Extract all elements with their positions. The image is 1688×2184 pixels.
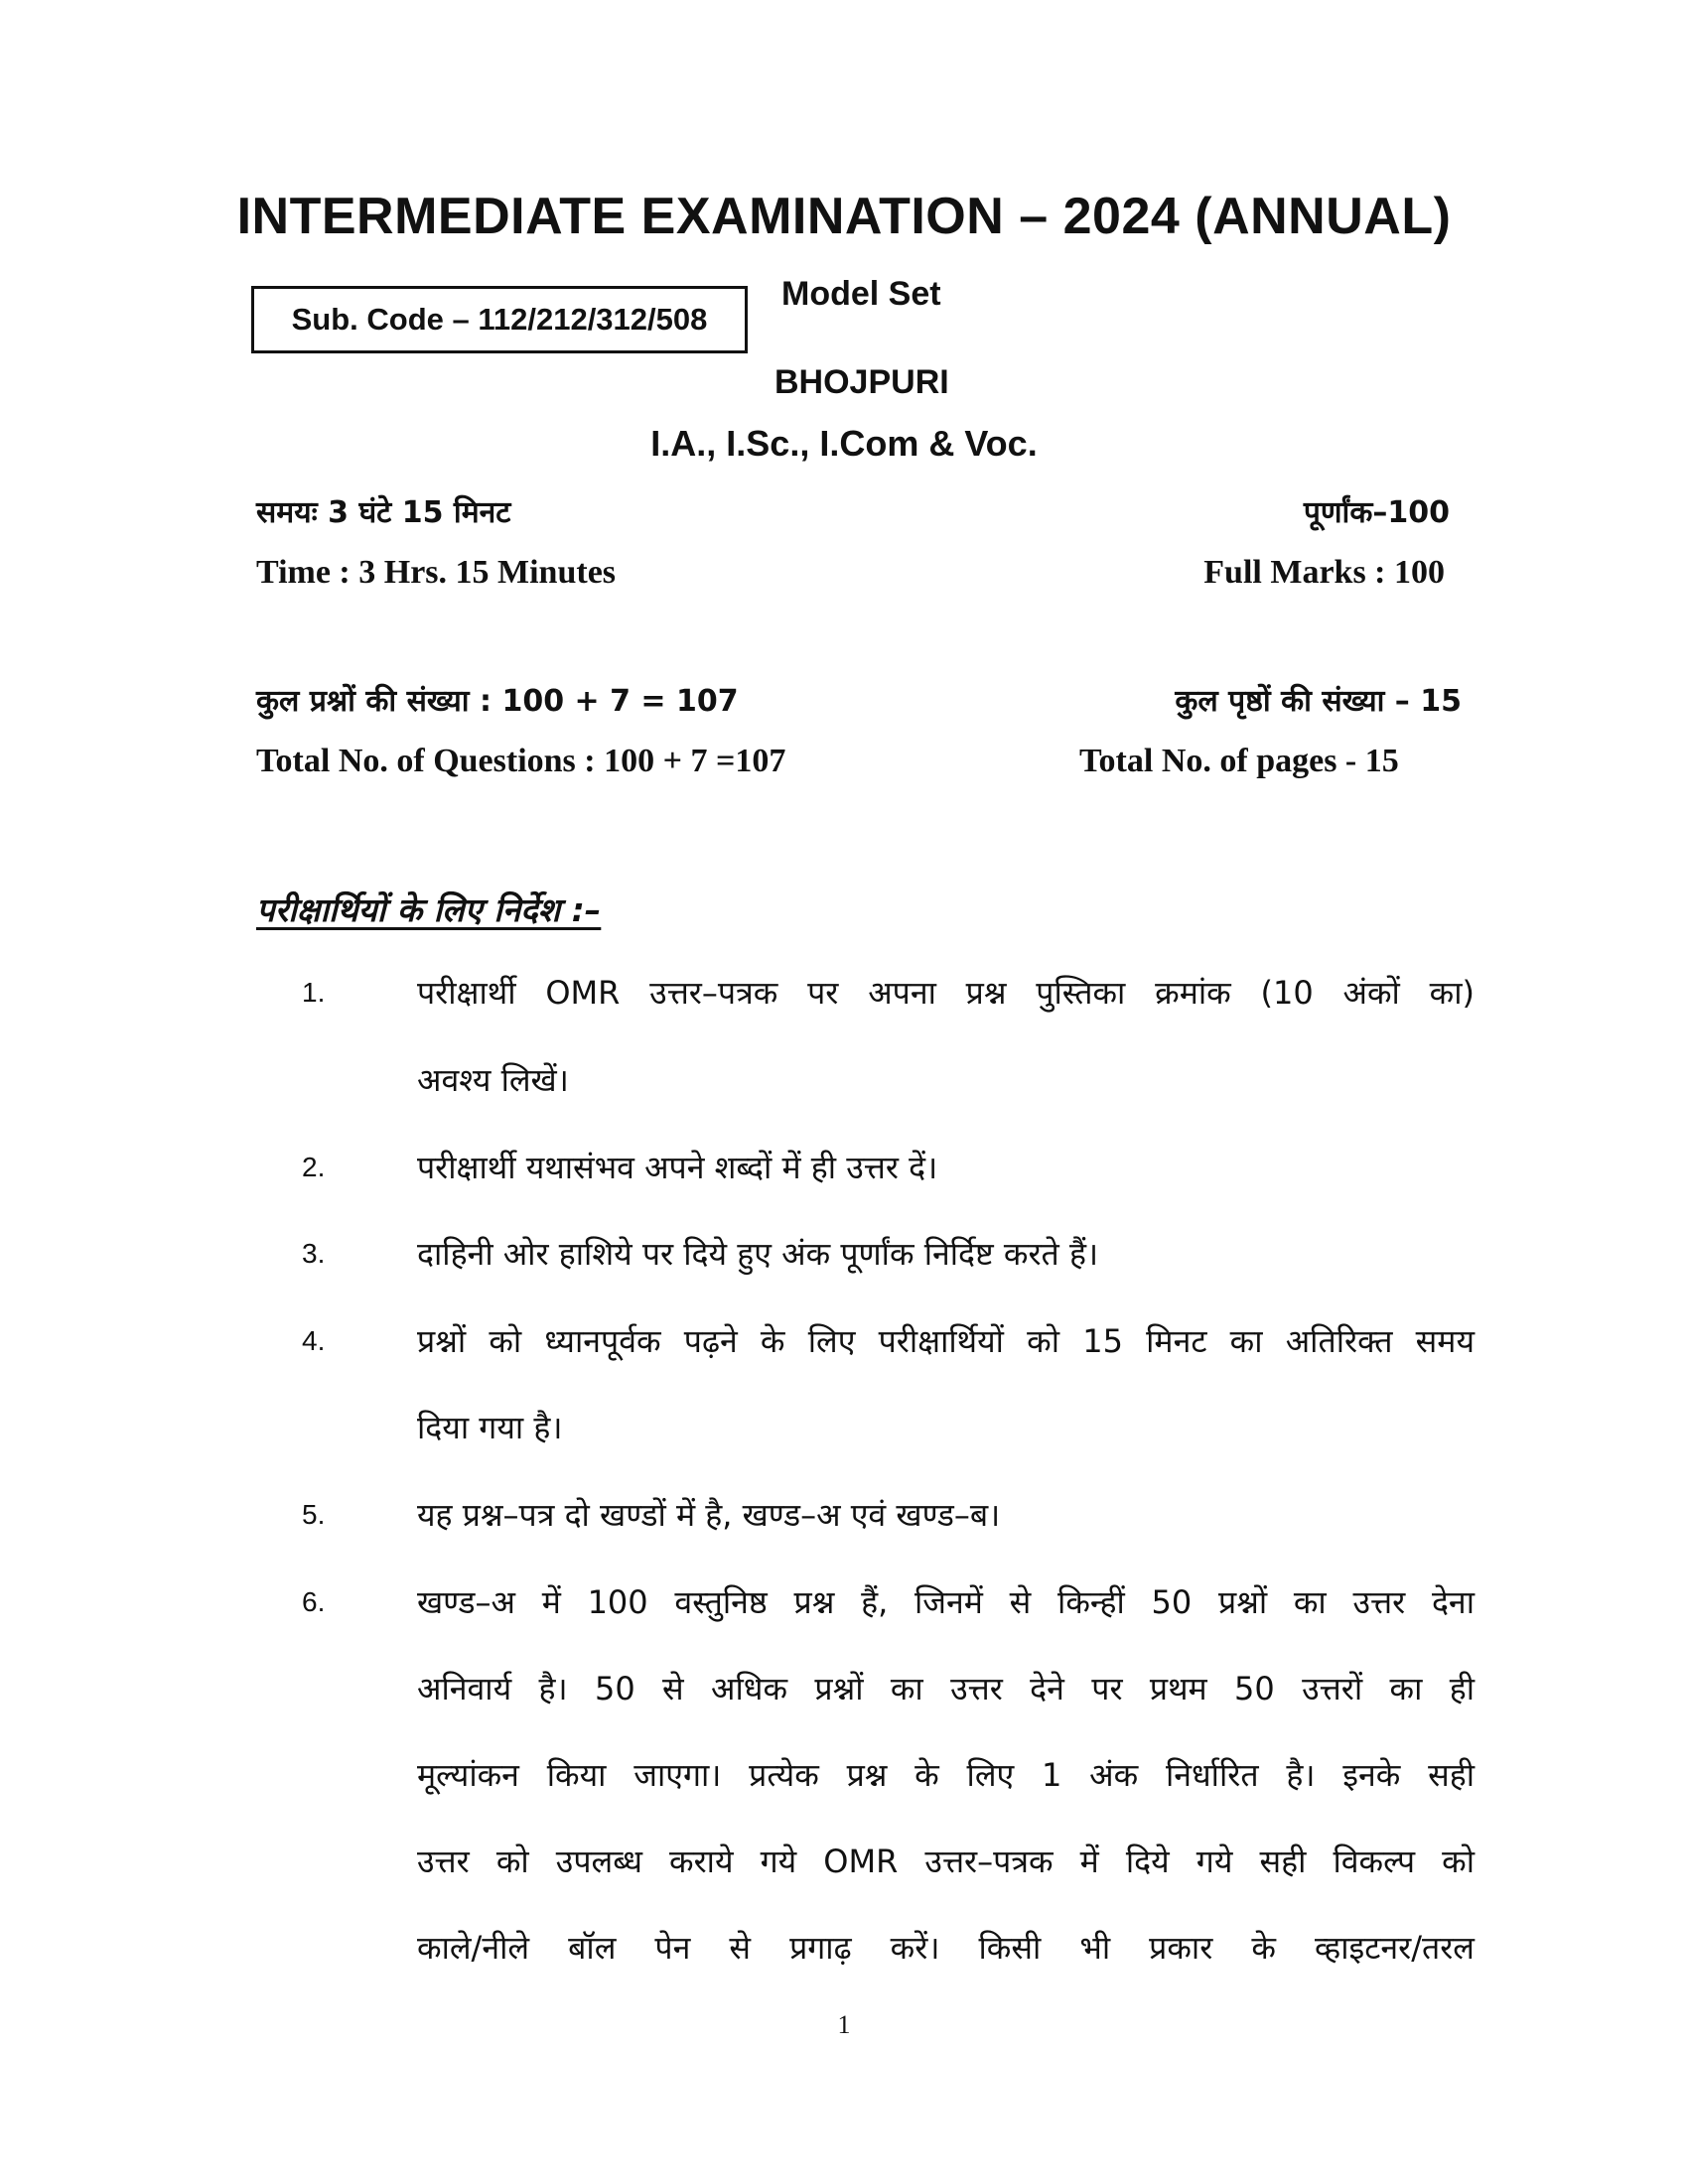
instruction-line: उत्तर को उपलब्ध कराये गये OMR उत्तर–पत्रक में दिये गये सही विकल्प को (417, 1843, 1475, 1880)
page-number: 1 (837, 2010, 851, 2039)
instruction-line: प्रश्नों को ध्यानपूर्वक पढ़ने के लिए परीक्षार्थियों को 15 मिनट का अतिरिक्त समय (417, 1322, 1475, 1360)
instruction-line: मूल्यांकन किया जाएगा। प्रत्येक प्रश्न के लिए 1 अंक निर्धारित है। इनके सही (417, 1756, 1475, 1794)
instruction-number: 2. (302, 1152, 326, 1182)
instruction-number: 1. (302, 977, 326, 1008)
instruction-number: 3. (302, 1238, 326, 1269)
instruction-line: खण्ड–अ में 100 वस्तुनिष्ठ प्रश्न हैं, जिनमें से किन्हीं 50 प्रश्नों का उत्तर देना (417, 1583, 1475, 1621)
instruction-line: अवश्य लिखें। (417, 1061, 569, 1099)
full-marks-english: Full Marks : 100 (1203, 554, 1445, 591)
instructions-heading: परीक्षार्थियों के लिए निर्देश :– (256, 890, 602, 929)
instruction-number: 6. (302, 1586, 326, 1617)
full-marks-hindi: पूर्णांक–100 (1303, 495, 1450, 530)
instruction-line: परीक्षार्थी यथासंभव अपने शब्दों में ही उत्तर दें। (417, 1149, 938, 1186)
exam-title: INTERMEDIATE EXAMINATION – 2024 (ANNUAL) (236, 188, 1452, 245)
subject-name: BHOJPURI (774, 363, 949, 401)
time-english: Time : 3 Hrs. 15 Minutes (256, 554, 617, 591)
instruction-line: परीक्षार्थी OMR उत्तर–पत्रक पर अपना प्रश्न पुस्तिका क्रमांक (10 अंकों का) (417, 974, 1475, 1012)
time-hindi: समयः 3 घंटे 15 मिनट (256, 495, 511, 530)
model-set-label: Model Set (781, 275, 941, 313)
page-count-english: Total No. of pages - 15 (1079, 743, 1399, 779)
question-count-hindi: कुल प्रश्नों की संख्या : 100 + 7 = 107 (256, 684, 739, 719)
instruction-number: 5. (302, 1499, 326, 1530)
instruction-line: यह प्रश्न–पत्र दो खण्डों में है, खण्ड–अ एवं खण्ड–ब। (417, 1496, 1001, 1534)
subject-code: Sub. Code – 112/212/312/508 (291, 302, 708, 337)
page-count-hindi: कुल पृष्ठों की संख्या – 15 (1175, 684, 1462, 719)
instruction-line: दिया गया है। (417, 1409, 563, 1446)
question-count-english: Total No. of Questions : 100 + 7 =107 (256, 743, 786, 779)
instruction-number: 4. (302, 1325, 326, 1356)
subject-code-box (251, 286, 748, 353)
instruction-line: काले/नीले बॉल पेन से प्रगाढ़ करें। किसी भी प्रकार के व्हाइटनर/तरल (417, 1929, 1475, 1967)
streams-line: I.A., I.Sc., I.Com & Voc. (650, 423, 1038, 464)
instruction-line: दाहिनी ओर हाशिये पर दिये हुए अंक पूर्णांक निर्दिष्ट करते हैं। (417, 1235, 1099, 1273)
instruction-line: अनिवार्य है। 50 से अधिक प्रश्नों का उत्तर देने पर प्रथम 50 उत्तरों का ही (417, 1670, 1475, 1707)
